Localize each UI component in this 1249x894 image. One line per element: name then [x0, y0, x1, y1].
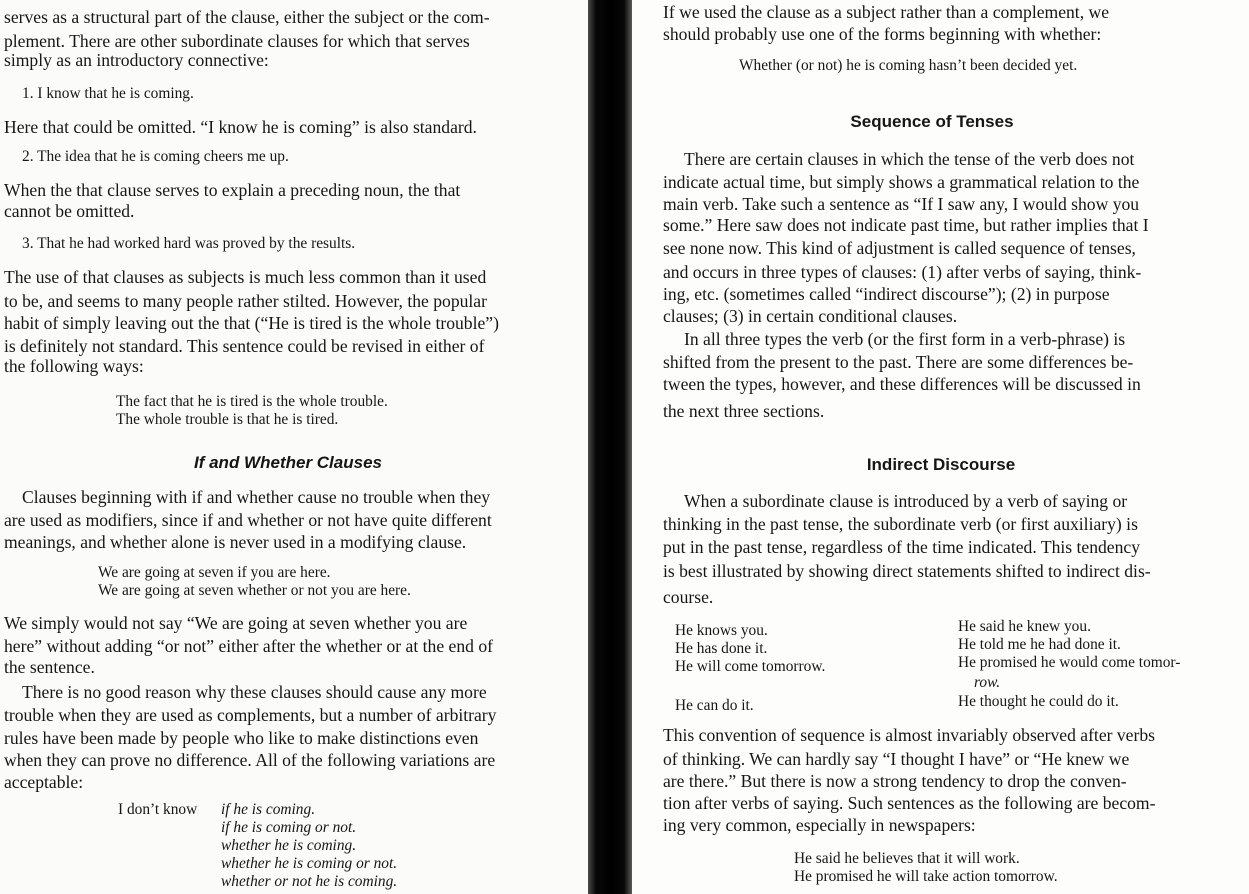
book-spine: [588, 0, 632, 894]
example-sentence: He promised he will take action tomorrow.: [794, 868, 1058, 885]
left-book-page: [0, 0, 588, 894]
paragraph-line: is definitely not standard. This sentence could be revised in either of: [4, 336, 485, 356]
section-heading: Indirect Discourse: [866, 455, 1016, 474]
example-sentence: Whether (or not) he is coming hasn’t been decided yet.: [739, 57, 1078, 74]
paragraph-line: This convention of sequence is almost invariably observed after verbs: [663, 725, 1155, 745]
paragraph-line: cannot be omitted.: [4, 201, 135, 221]
paragraph-line: When the that clause serves to explain a preceding noun, the that: [4, 180, 461, 200]
example-sentence: We are going at seven if you are here.: [98, 564, 331, 581]
section-heading: If and Whether Clauses: [194, 453, 382, 472]
paragraph-line: If we used the clause as a subject rather than a complement, we: [663, 2, 1110, 22]
paragraph-line: There are certain clauses in which the tense of the verb does not: [684, 149, 1135, 169]
example-sentence: The fact that he is tired is the whole trouble.: [116, 393, 388, 410]
paragraph-line: tween the types, however, and these differences will be discussed in: [663, 374, 1141, 394]
paragraph-line: meanings, and whether alone is never used in a modifying clause.: [4, 532, 467, 552]
paragraph-line: are used as modifiers, since if and whether or not have quite different: [4, 510, 492, 530]
paragraph-line: habit of simply leaving out the that (“He is tired is the whole trouble”): [4, 313, 499, 333]
paragraph-line: the sentence.: [4, 657, 95, 677]
variant-item: if he is coming.: [221, 801, 316, 818]
indirect-statement: He said he knew you.: [958, 618, 1091, 635]
paragraph-line: main verb. Take such a sentence as “If I saw any, I would show you: [663, 194, 1140, 214]
paragraph-line: the following ways:: [4, 356, 144, 376]
paragraph-line: The use of that clauses as subjects is much less common than it used: [4, 267, 487, 287]
example-sentence: 3. That he had worked hard was proved by the results.: [22, 235, 356, 252]
variant-item: if he is coming or not.: [221, 819, 357, 836]
paragraph-line: In all three types the verb (or the first form in a verb-phrase) is: [684, 329, 1126, 349]
paragraph-line: shifted from the present to the past. There are some differences be-: [663, 352, 1134, 372]
section-heading: Sequence of Tenses: [850, 112, 1014, 131]
variant-list: [221, 801, 397, 891]
example-sentence: We are going at seven whether or not you are here.: [98, 582, 411, 599]
paragraph-line: acceptable:: [4, 772, 84, 792]
variant-item: whether he is coming or not.: [221, 855, 398, 872]
paragraph-line: Here that could be omitted. “I know he is coming” is also standard.: [4, 117, 477, 137]
paragraph-line: course.: [663, 587, 714, 607]
paragraph-line: indicate actual time, but simply shows a grammatical relation to the: [663, 172, 1140, 192]
example-sentence: 1. I know that he is coming.: [22, 85, 194, 102]
paragraph-line: when they can prove no difference. All of the following variations are: [4, 750, 496, 770]
example-lead: I don’t know: [118, 801, 198, 818]
paragraph-line: serves as a structural part of the clause, either the subject or the com-: [4, 7, 490, 27]
right-book-page: [632, 0, 1249, 894]
variant-item: whether or not he is coming.: [221, 873, 398, 890]
example-sentence: The whole trouble is that he is tired.: [116, 411, 339, 428]
paragraph-line: When a subordinate clause is introduced by a verb of saying or: [684, 491, 1128, 511]
paragraph-line: of thinking. We can hardly say “I thought I have” or “He knew we: [663, 749, 1130, 769]
paragraph-line: should probably use one of the forms beginning with whether:: [663, 24, 1102, 44]
paragraph-line: There is no good reason why these clauses should cause any more: [22, 682, 487, 702]
direct-statement: He has done it.: [675, 640, 768, 657]
indirect-statement: row.: [974, 674, 1001, 691]
paragraph-line: We simply would not say “We are going at seven whether you are: [4, 613, 468, 633]
variant-item: whether he is coming.: [221, 837, 357, 854]
indirect-statement: He promised he would come tomor-: [958, 654, 1181, 671]
paragraph-line: here” without adding “or not” either after the whether or at the end of: [4, 636, 493, 656]
direct-statement: He will come tomorrow.: [675, 658, 826, 675]
paragraph-line: tion after verbs of saying. Such sentences as the following are becom-: [663, 793, 1156, 813]
paragraph-line: to be, and seems to many people rather stilted. However, the popular: [4, 291, 487, 311]
direct-statement: He knows you.: [675, 622, 768, 639]
paragraph-line: Clauses beginning with if and whether cause no trouble when they: [22, 487, 491, 507]
paragraph-line: ing very common, especially in newspapers:: [663, 815, 976, 835]
paragraph-line: the next three sections.: [663, 401, 825, 421]
direct-statement: He can do it.: [675, 697, 754, 714]
paragraph-line: some.” Here saw does not indicate past time, but rather implies that I: [663, 215, 1149, 235]
paragraph-line: are there.” But there is now a strong tendency to drop the conven-: [663, 771, 1127, 791]
paragraph-line: is best illustrated by showing direct statements shifted to indirect dis-: [663, 561, 1151, 581]
example-sentence: 2. The idea that he is coming cheers me up.: [22, 148, 289, 165]
paragraph-line: simply as an introductory connective:: [4, 50, 269, 70]
paragraph-line: and occurs in three types of clauses: (1) after verbs of saying, think-: [663, 262, 1142, 282]
paragraph-line: clauses; (3) in certain conditional clauses.: [663, 306, 958, 326]
paragraph-line: ing, etc. (sometimes called “indirect discourse”); (2) in purpose: [663, 284, 1110, 304]
paragraph-line: plement. There are other subordinate clauses for which that serves: [4, 31, 470, 51]
paragraph-line: thinking in the past tense, the subordinate verb (or first auxiliary) is: [663, 514, 1138, 534]
indirect-statement: He thought he could do it.: [958, 693, 1119, 710]
paragraph-line: rules have been made by people who like to make distinctions even: [4, 728, 479, 748]
paragraph-line: put in the past tense, regardless of the time indicated. This tendency: [663, 537, 1141, 557]
example-sentence: He said he believes that it will work.: [794, 850, 1020, 867]
indirect-statement: He told me he had done it.: [958, 636, 1121, 653]
paragraph-line: trouble when they are used as complements, but a number of arbitrary: [4, 705, 497, 725]
paragraph-line: see none now. This kind of adjustment is called sequence of tenses,: [663, 238, 1136, 258]
